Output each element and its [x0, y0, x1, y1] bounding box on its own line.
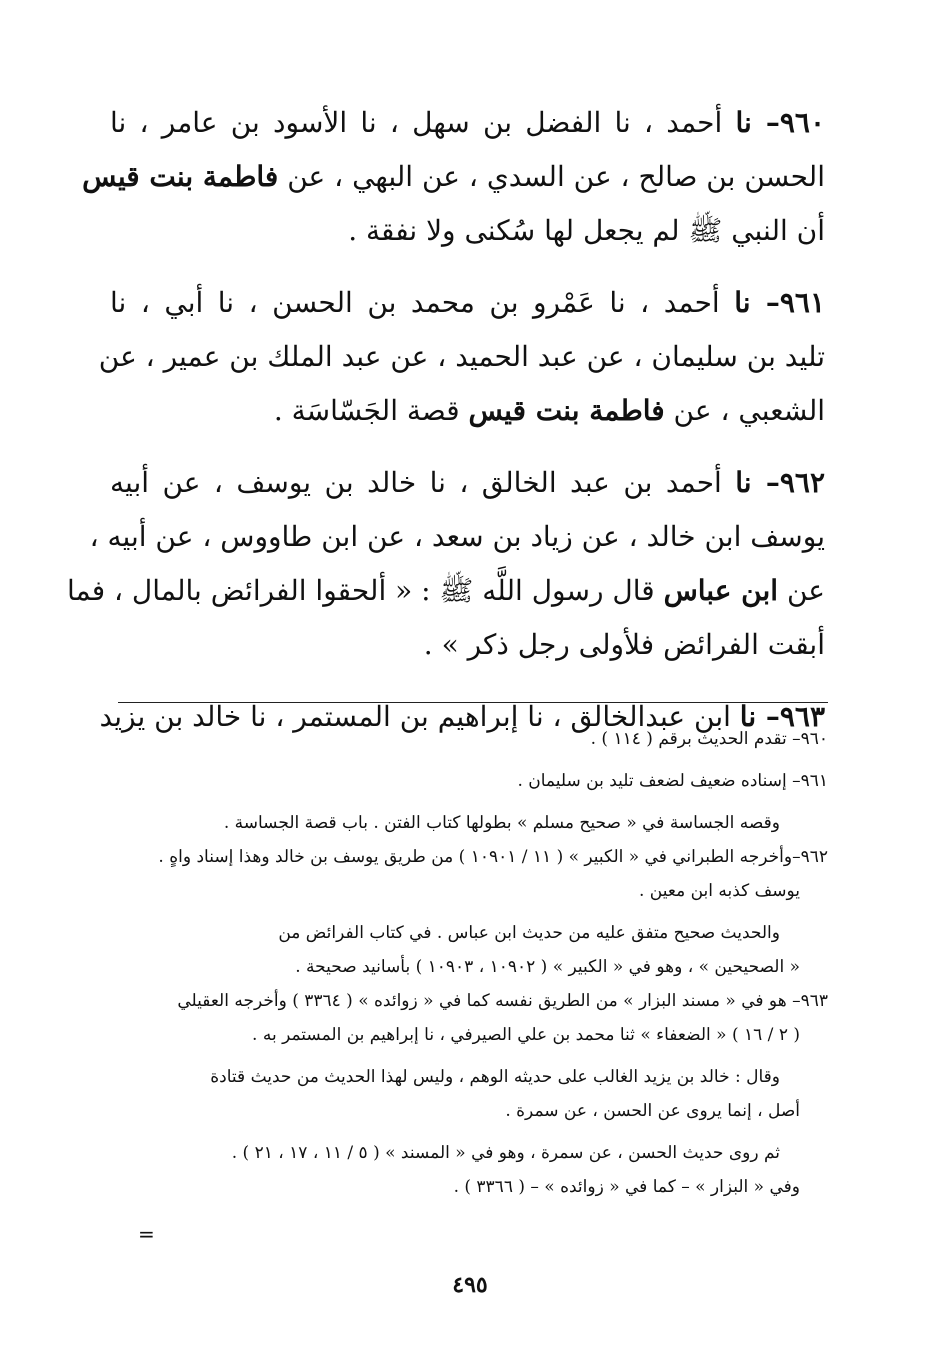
- page-number: ٤٩٥: [452, 1272, 488, 1298]
- hadith-line: [110, 204, 825, 258]
- footnote-line: ثم روى حديث الحسن ، عن سمرة ، وهو في « المسند » ( ٥ / ١١ ، ١٧ ، ٢١ ) .: [231, 1143, 780, 1163]
- footnote-line: ٩٦٢–وأخرجه الطبراني في « الكبير » ( ١١ / ١٠٩٠١ ) من طريق يوسف بن خالد وهذا إسناد واهٍ .: [158, 847, 828, 867]
- hadith-text-segment: عن: [778, 574, 825, 607]
- hadith-entry: [66, 456, 825, 672]
- hadith-text-segment: أحمد بن عبد الخالق ، نا خالد بن يوسف ، عن أبيه: [110, 466, 736, 499]
- hadith-line: [66, 564, 825, 618]
- footnote-separator: [118, 702, 828, 703]
- hadith-text-segment: الشعبي ، عن: [664, 394, 825, 427]
- footnote-line: أصل ، إنما يروى عن الحسن ، عن سمرة .: [505, 1101, 800, 1121]
- hadith-text-segment: أحمد ، نا الفضل بن سهل ، نا الأسود بن عامر ، نا: [110, 106, 736, 139]
- footnote-line: وفي « البزار » – كما في « زوائده » – ( ٣٣٦٦ ) .: [453, 1177, 800, 1197]
- hadith-text-segment: الحسن بن صالح ، عن السدي ، عن البهي ، عن: [278, 160, 825, 193]
- narrator-name: فاطمة بنت قيس: [468, 394, 665, 427]
- footnote-line: والحديث صحيح متفق عليه من حديث ابن عباس . في كتاب الفرائض من: [278, 923, 780, 943]
- continuation-mark: =: [138, 1222, 155, 1246]
- hadith-text-segment: أن النبي ﷺ لم يجعل لها سُكنى ولا نفقة .: [348, 214, 825, 247]
- hadith-text-segment: أحمد ، نا عَمْرو بن محمد بن الحسن ، نا أبي ، نا: [110, 286, 735, 319]
- narrator-name: ابن عباس: [663, 574, 779, 607]
- footnote-line: ٩٦١– إسناده ضعيف لضعف تليد بن سليمان .: [517, 771, 828, 791]
- hadith-line: [82, 150, 825, 204]
- hadith-text-segment: قال رسول اللَّه ﷺ : « ألحقوا الفرائض بالمال ، فما: [66, 574, 664, 607]
- footnote-line: وقال : خالد بن يزيد الغالب على حديثه الوهم ، وليس لهذا الحديث من حديث قتادة: [210, 1067, 780, 1087]
- footnote-line: ( ٢ / ١٦ ) « الضعفاء » ثنا محمد بن علي الصيرفي ، نا إبراهيم بن المستمر به .: [252, 1025, 800, 1045]
- hadith-text-segment: ابن عبدالخالق ، نا إبراهيم بن المستمر ، نا خالد بن يزيد: [99, 700, 740, 733]
- hadith-line: [110, 96, 825, 150]
- hadith-text-segment: قصة الجَسّاسَة .: [273, 394, 469, 427]
- footnote-line: يوسف كذبه ابن معين .: [638, 881, 800, 901]
- hadith-entry: [82, 96, 825, 258]
- hadith-text: [66, 96, 826, 762]
- narrator-name: فاطمة بنت قيس: [82, 160, 279, 193]
- footnote-line: « الصحيحين » ، وهو في « الكبير » ( ١٠٩٠٢ ، ١٠٩٠٣ ) بأسانيد صحيحة .: [295, 957, 800, 977]
- hadith-line: [110, 276, 825, 330]
- hadith-text-segment: تليد بن سليمان ، عن عبد الحميد ، عن عبد الملك بن عمير ، عن: [98, 340, 825, 373]
- hadith-number: ٩٦٢– نا: [735, 466, 825, 499]
- hadith-number: ٩٦٣– نا: [739, 700, 825, 733]
- hadith-line: [110, 456, 825, 510]
- hadith-entry: [98, 276, 826, 438]
- hadith-line: [98, 330, 825, 384]
- hadith-text-segment: أبقت الفرائض فلأولى رجل ذكر » .: [423, 628, 825, 661]
- footnote-line: ٩٦٠– تقدم الحديث برقم ( ١١٤ ) .: [590, 729, 828, 749]
- hadith-line: [110, 384, 825, 438]
- hadith-number: ٩٦١– نا: [734, 286, 826, 319]
- footnote-line: وقصه الجساسة في « صحيح مسلم » بطولها كتاب الفتن . باب قصة الجساسة .: [223, 813, 780, 833]
- hadith-text-segment: يوسف ابن خالد ، عن زياد بن سعد ، عن ابن طاووس ، عن أبيه ،: [89, 520, 825, 553]
- footnote-line: ٩٦٣– هو في « مسند البزار » من الطريق نفسه كما في « زوائده » ( ٣٣٦٤ ) وأخرجه العقيلي: [177, 991, 828, 1011]
- hadith-line: [110, 618, 825, 672]
- footnotes: [108, 722, 828, 1204]
- hadith-number: ٩٦٠– نا: [735, 106, 825, 139]
- hadith-line: [89, 510, 825, 564]
